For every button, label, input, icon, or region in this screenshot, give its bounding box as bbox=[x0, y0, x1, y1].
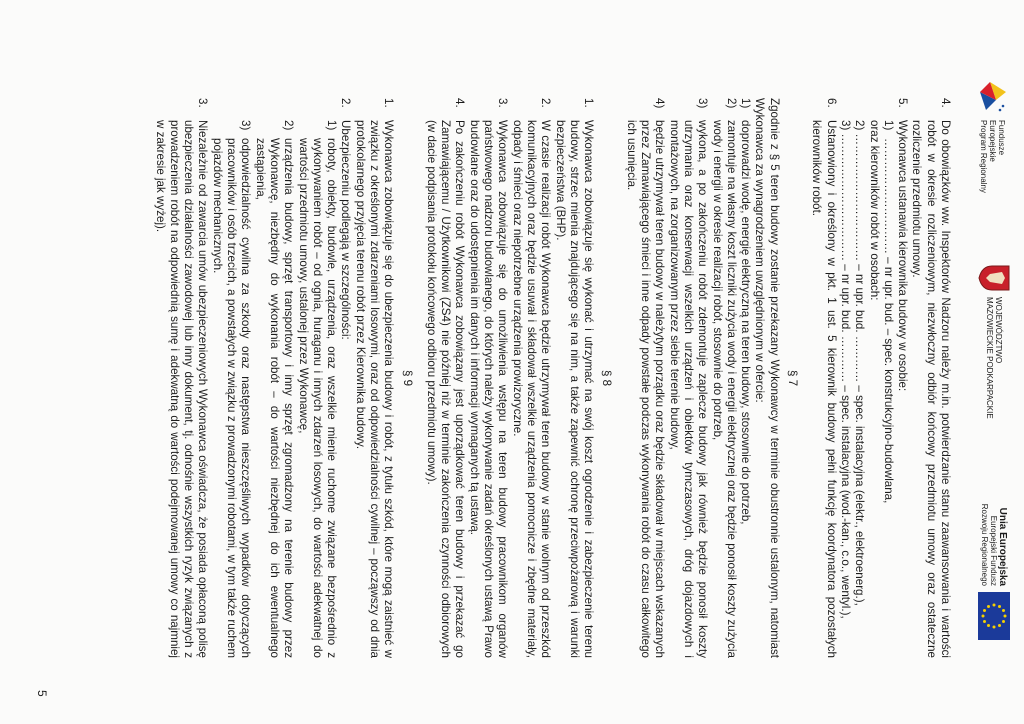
sec6-point-5: 5. Wykonawca ustanawia kierownika budowy w osobie: bbox=[896, 98, 910, 392]
works-manager-3: 3) …………………………… – nr upr. bud. ………… – spec. instalacyjna (wod.-kan., c.o., wentyl.), bbox=[838, 120, 852, 619]
sec8-item-3: 3. Wykonawca zobowiązuje się do umożliwienia wstępu na teren budowy pracownikom organów państwowego nadzoru budowlanego, do których należy wykonywanie zadań określonych ustawą Prawo budowlane oraz do udostępnienia im danych i informacji wymaganych tą ustawą. bbox=[467, 98, 510, 658]
section-9-title: § 9 bbox=[400, 369, 414, 387]
ue-line-1: Unia Europejska bbox=[997, 507, 1009, 586]
fundusze-europejskie-logo bbox=[976, 80, 1010, 193]
woj-line-2: MAZOWIECKIE PODKARPACKIE bbox=[985, 297, 994, 419]
fe-line-2: Europejskie bbox=[988, 120, 998, 162]
sec7-item-1: 1) doprowadzi wodę, energię elektryczną na teren budowy, stosownie do potrzeb, bbox=[739, 98, 753, 525]
sec7-item-2: 2) zamontuje na własny koszt liczniki zużycia wody i energii elektrycznej oraz będzie ponosił koszty zużycia wody i energii w okresie realizacji robót, stosownie do potrzeb, bbox=[710, 98, 738, 658]
sec7-item-3: 3) wykona, a po zakończeniu robót zdemontuje zaplecze budowy jak również będzie ponosił koszty utrzymania oraz konserwacji wszelkich urządzeń i obiektów tymczasowych, dróg dojazdowych i montażowych, na zorganizowanym przez siebie terenie budowy, bbox=[667, 98, 710, 658]
fe-line-1: Fundusze bbox=[997, 120, 1007, 156]
ue-line-3: Rozwoju Regionalnego bbox=[980, 503, 990, 586]
voivodeship-crest-icon bbox=[978, 265, 1010, 291]
sec8-item-2: 2. W czasie realizacji robót Wykonawca będzie utrzymywał teren budowy w stanie wolnym od przeszkód komunikacyjnych oraz będzie usuwał i składował wszelkie urządzenia pomocnicze i zbędne materiały, odpady i śmieci oraz niepotrzebne urządzenia prowizoryczne. bbox=[510, 98, 553, 658]
sec9-item-2: 2. Ubezpieczeniu podlegają w szczególności: bbox=[339, 98, 353, 340]
wojewodztwo-logo bbox=[978, 265, 1010, 419]
eu-flag-icon bbox=[978, 592, 1010, 640]
sec9-item-2-2: 2) urządzenia budowy, sprzęt transportowy i inny sprzęt zgromadzony na terenie budowy przez Wykonawcę, niezbędny do wykonania robót – do wartości niezbędnej do ich ewentualnego zastąpienia, bbox=[253, 120, 296, 658]
works-managers-intro: oraz kierowników robót w osobach: bbox=[867, 120, 881, 301]
sec6-point-4: 4. Do obowiązków ww. Inspektorów Nadzoru należy m.in. potwierdzanie stanu zaawansowania i wartości robót w okresie rozliczeniowym, niezwłoczny odbiór końcowy przedmiotu umowy oraz ostateczne rozliczenie przedmiotu umowy. bbox=[910, 98, 952, 658]
sec9-item-1: 1. Wykonawca zobowiązuje się do ubezpieczenia budowy i robót, z tytułu szkód, które mogą zaistnieć w związku z określonymi zdarzeniami losowymi, oraz od odpowiedzialności cywilnej – począwszy od dnia protokolarnego przyjęcia terenu robót przez Kierownika budowy. bbox=[353, 98, 396, 658]
fe-line-3: Program Regionalny bbox=[979, 120, 989, 193]
sec9-item-2-1: 1) roboty, obiekty, budowle, urządzenia, oraz wszelkie mienie ruchome związane bezpośrednio z wykonywaniem robót – od ognia, huraganu i innych zdarzeń losowych, do wartości adekwatnej do wartości przedmiotu umowy, ustalonej przez Wykonawcę, bbox=[296, 120, 339, 658]
sec8-item-1: 1. Wykonawca zobowiązuje się wykonać i utrzymać na swój koszt ogrodzenie i zabezpieczenie terenu budowy, strzec mienia znajdującego się na nim, a także zapewnić ochronę przeciwpożarową i warunki bezpieczeństwa (BHP). bbox=[553, 98, 596, 658]
unia-europejska-logo bbox=[978, 504, 1010, 640]
sec8-item-4: 4. Po zakończeniu robót Wykonawca zobowiązany jest uporządkować teren budowy i przekazać go Zamawiającemu / Użytkownikowi (ZS4) nie później niż w terminie zakończenia czynności odbiorowych (w dacie podpisania protokołu końcowego odbioru przedmiotu umowy). bbox=[424, 98, 467, 658]
contract-text bbox=[152, 98, 952, 658]
page-number: 5 bbox=[35, 690, 49, 697]
section-8-title: § 8 bbox=[600, 369, 614, 387]
fundusze-europejskie-icon bbox=[976, 80, 1010, 114]
sec6-point-6: 6. Ustanowiony i określony w pkt. 1 ust. 5 kierownik budowy pełni funkcję koordynatora pozostałych kierowników robót. bbox=[810, 98, 838, 658]
section-7-title: § 7 bbox=[786, 369, 800, 387]
sec7-item-4: 4) będzie utrzymywał teren budowy w należytym porządku oraz będzie składował w miejscach wskazanych przez Zamawiającego śmieci i inne odpady powstałe podczas wykonywania robót do czasu całkowitego ich usunięcia. bbox=[624, 98, 667, 658]
sec9-item-2-3: 3) odpowiedzialność cywilna za szkody oraz następstwa nieszczęśliwych wypadków dotyczących pracowników i osób trzecich, a powstałych w związku z prowadzonymi robotami, w tym także ruchem pojazdów mechanicznych. bbox=[210, 120, 253, 658]
woj-line-1: WOJEWÓDZTWO bbox=[994, 297, 1003, 364]
ue-line-2: Europejski Fundusz bbox=[989, 515, 999, 586]
sec9-item-3: 3. Niezależnie od zawarcia umów ubezpieczeniowych Wykonawca oświadcza, że posiada opłaconą polisę ubezpieczenia działalności zawodowej lub inny dokument, tj. odnośnie wszystkich ryzyk związanych z prowadzeniem robót na odpowiednią sumę i adekwatną do wartości podejmowanej umowy co najmniej w zakresie jak wyżej). bbox=[153, 98, 210, 658]
sec7-intro: Zgodnie z § 5 teren budowy zostanie przekazany Wykonawcy w terminie obustronnie ustalonym, natomiast Wykonawca za wynagrodzeniem uwzględnionym w ofercie: bbox=[753, 98, 781, 658]
works-manager-2: 2) …………………………… – nr upr. bud. ………… – spec. instalacyjna (elektr., elektroenerg.), bbox=[853, 120, 867, 606]
site-manager-line: 1) ………………………… – nr upr. bud. – spec. konstrukcyjno-budowlana, bbox=[881, 120, 895, 504]
header-logos bbox=[954, 80, 1010, 640]
